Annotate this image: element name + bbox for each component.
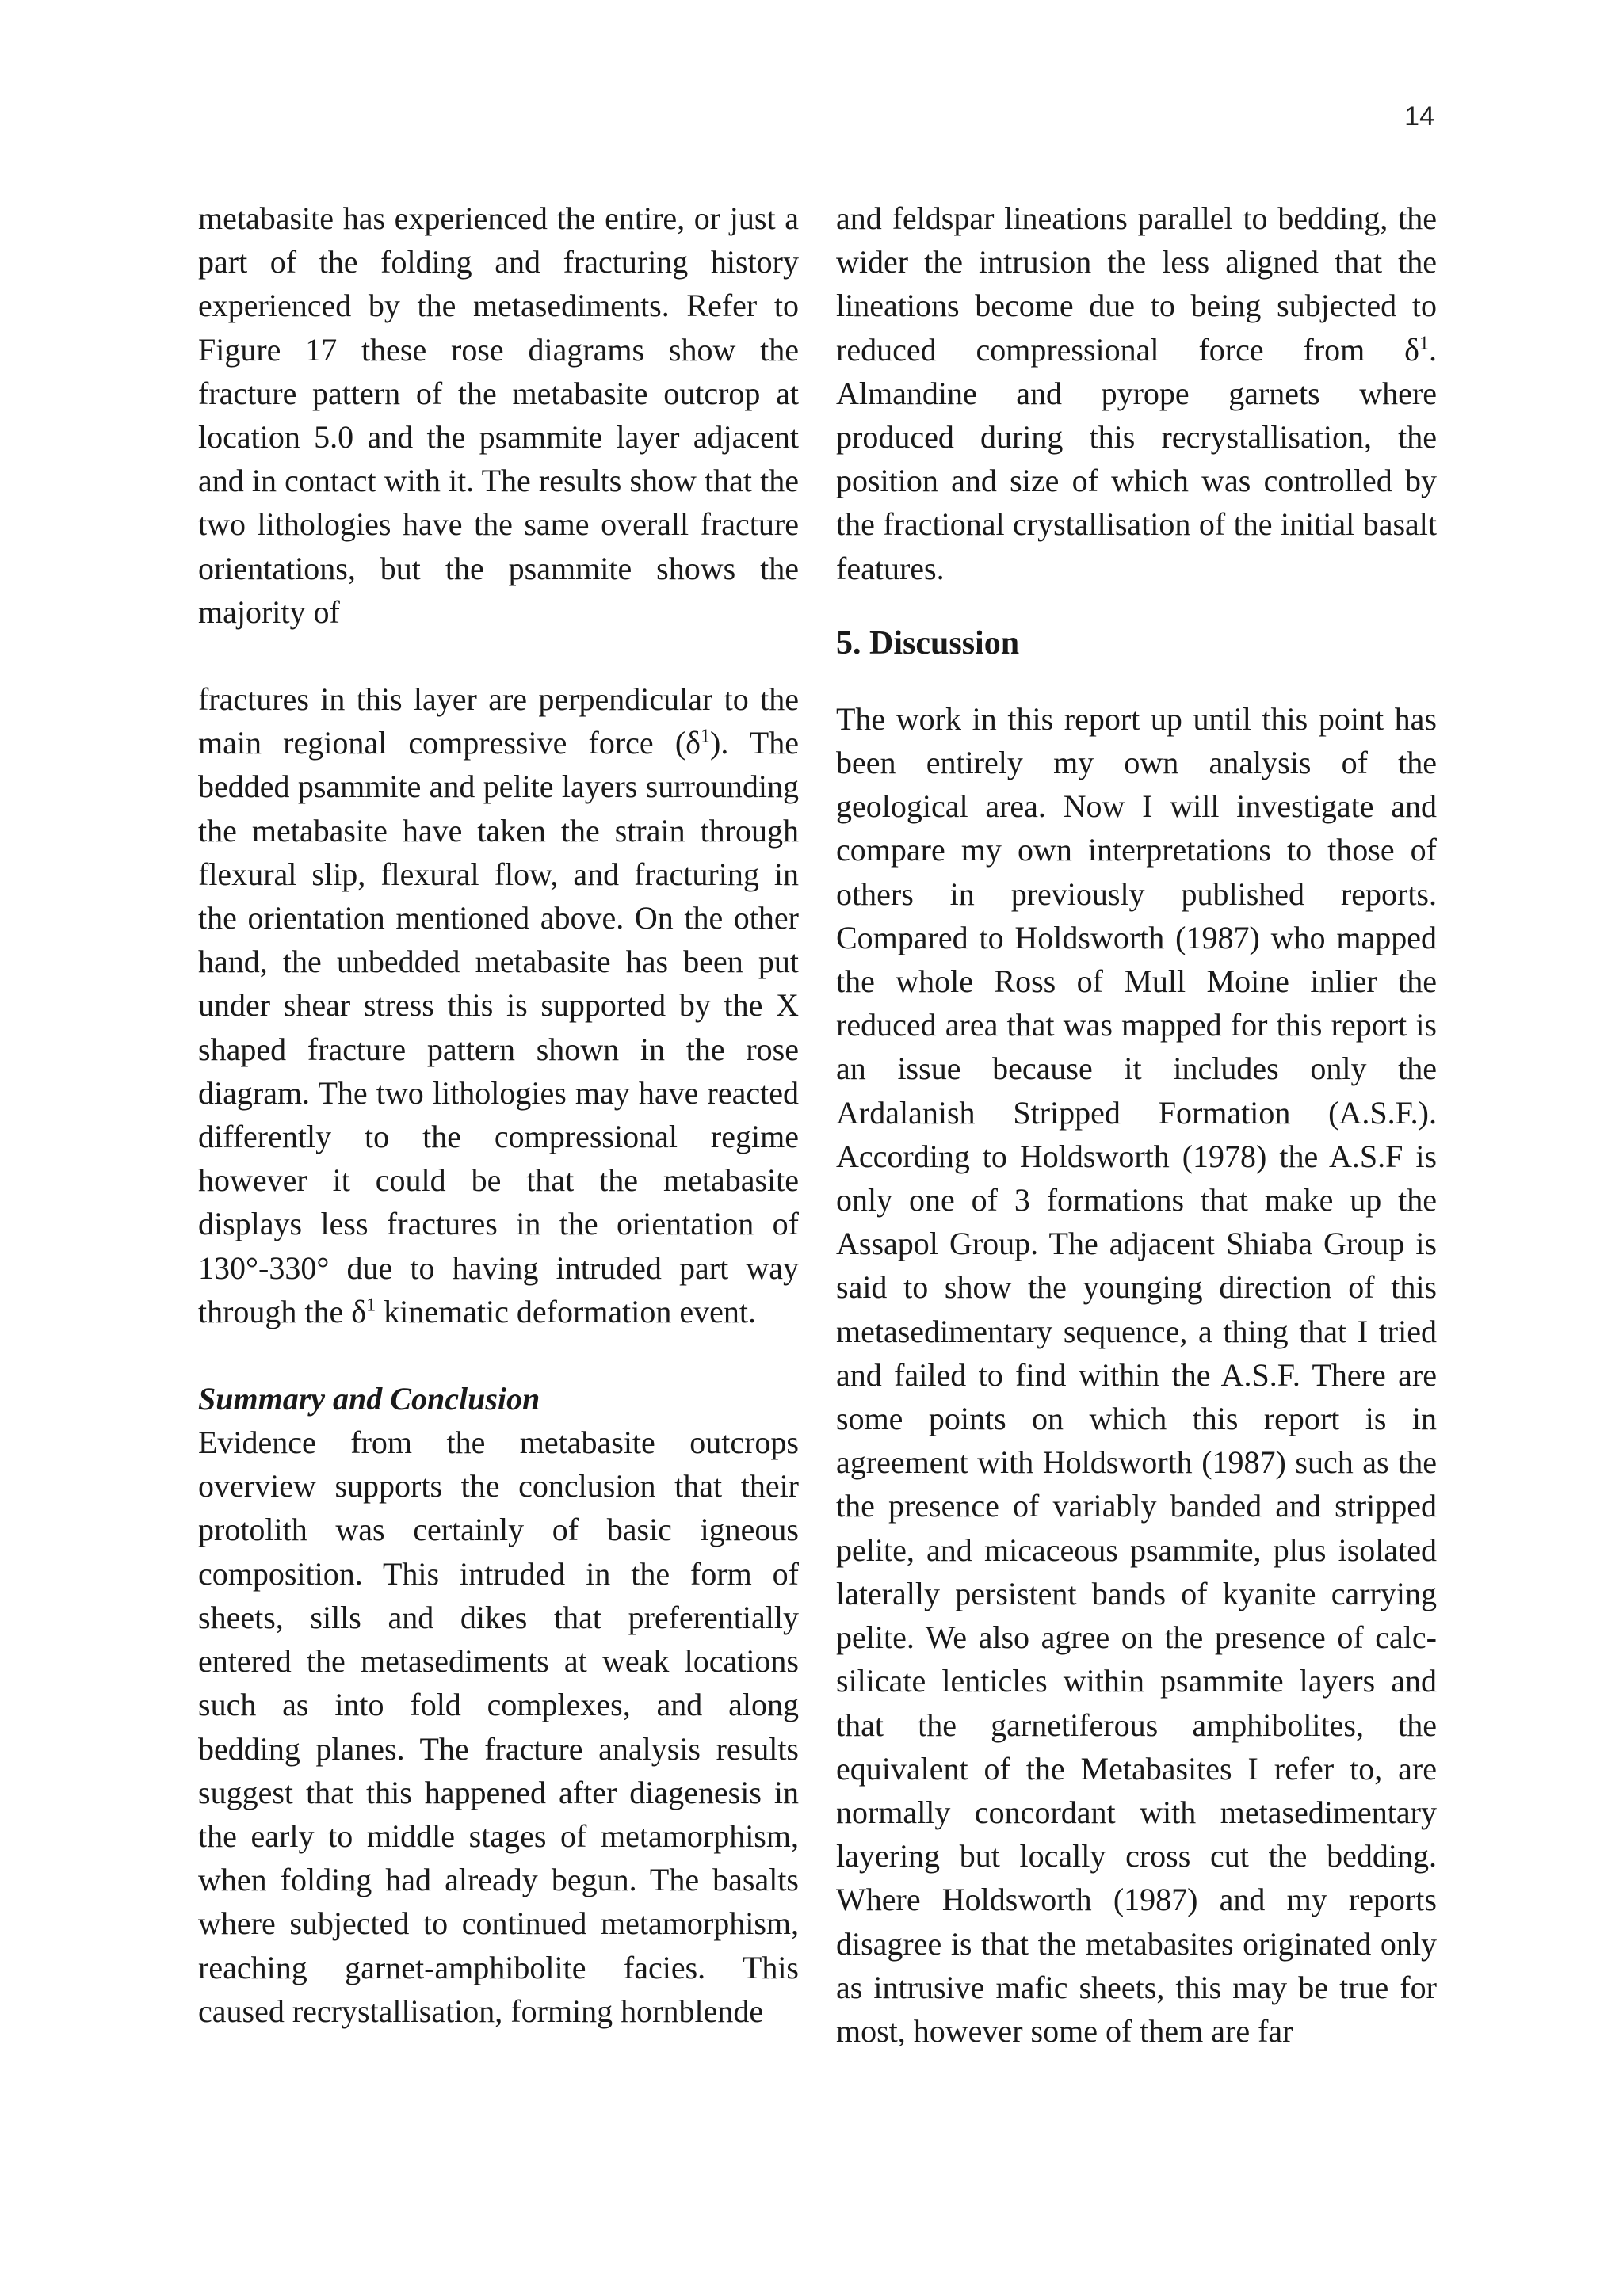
text-run: and feldspar lineations parallel to bedding, the wider the intrusion the less aligned that the lineations become due to being subjected to reduced compressional force from δ bbox=[836, 200, 1437, 368]
paragraph-fracture-intro: metabasite has experienced the entire, or just a part of the folding and fracturing history experienced by the metasediments. Refer to Figure 17 these rose diagrams show the fracture pattern of the metabasite outcrop at location 5.0 and the psammite layer adjacent and in contact with it. The results show that the two lithologies have the same overall fracture orientations, but the psammite shows the majority of bbox=[198, 200, 799, 630]
text-run: fractures in this layer are perpendicular to the main regional compressive force (δ bbox=[198, 681, 799, 761]
paragraph-discussion: The work in this report up until this point has been entirely my own analysis of the geological area. Now I will investigate and compare my own interpretations to those of others in previously published reports. Compared to Holdsworth (1987) who mapped the whole Ross of Mull Moine inlier the reduced area that was mapped for this report is an issue because it includes only the Ardalanish Stripped Formation (A.S.F.). According to Holdsworth (1978) the A.S.F is only one of 3 formations that make up the Assapol Group. The adjacent Shiaba Group is said to show the younging direction of this metasedimentary sequence, a thing that I tried and failed to find within the A.S.F. There are some points on which this report is in agreement with Holdsworth (1987) such as the the presence of variably banded and stripped pelite, and micaceous psammite, plus isolated laterally persistent bands of kyanite carrying pelite. We also agree on the presence of calc-silicate lenticles within psammite layers and that the garnetiferous amphibolites, the equivalent of the Metabasites I refer to, are normally concordant with metasedimentary layering but locally cross cut the bedding. Where Holdsworth (1987) and my reports disagree is that the metabasites originated only as intrusive mafic sheets, this may be true for most, however some of them are far bbox=[836, 700, 1437, 2049]
paragraph-gap bbox=[836, 590, 1437, 622]
paragraph-gap bbox=[198, 634, 799, 677]
summary-heading: Summary and Conclusion bbox=[198, 1381, 540, 1417]
right-column bbox=[836, 196, 1437, 2053]
text-run: kinematic deformation event. bbox=[376, 1293, 756, 1329]
text-run: ). The bedded psammite and pelite layers surrounding the metabasite have taken the strain through flexural slip, flexural flow, and fracturing in the orientation mentioned above. On the other hand, the unbedded metabasite has been put under shear stress this is supported by the X shaped fracture pattern shown in the rose diagram. The two lithologies may have reacted differently to the compressional regime however it could be that the metabasite displays less fractures in the orientation of 130°-330° due to having intruded part way through the δ bbox=[198, 725, 799, 1329]
paragraph-gap bbox=[836, 666, 1437, 697]
left-column bbox=[198, 196, 799, 2033]
superscript: 1 bbox=[366, 1295, 376, 1316]
discussion-heading: 5. Discussion bbox=[836, 624, 1020, 662]
paragraph-fracture-analysis bbox=[198, 677, 799, 1333]
paragraph-summary: Evidence from the metabasite outcrops overview supports the conclusion that their protolith was certainly of basic igneous composition. This intruded in the form of sheets, sills and dikes that preferentially entered the metasediments at weak locations such as into fold complexes, and along bedding planes. The fracture analysis results suggest that this happened after diagenesis in the early to middle stages of metamorphism, when folding had already begun. The basalts where subjected to continued metamorphism, reaching garnet-amphibolite facies. This caused recrystallisation, forming hornblende bbox=[198, 1425, 799, 2029]
superscript: 1 bbox=[701, 726, 711, 747]
page-number: 14 bbox=[1404, 101, 1434, 132]
text-run: . Almandine and pyrope garnets where produced during this recrystallisation, the position and size of which was controlled by the fractional crystallisation of the initial basalt features. bbox=[836, 331, 1437, 586]
paragraph-gap bbox=[198, 1333, 799, 1377]
paragraph-lineations bbox=[836, 196, 1437, 590]
superscript: 1 bbox=[1419, 333, 1429, 354]
